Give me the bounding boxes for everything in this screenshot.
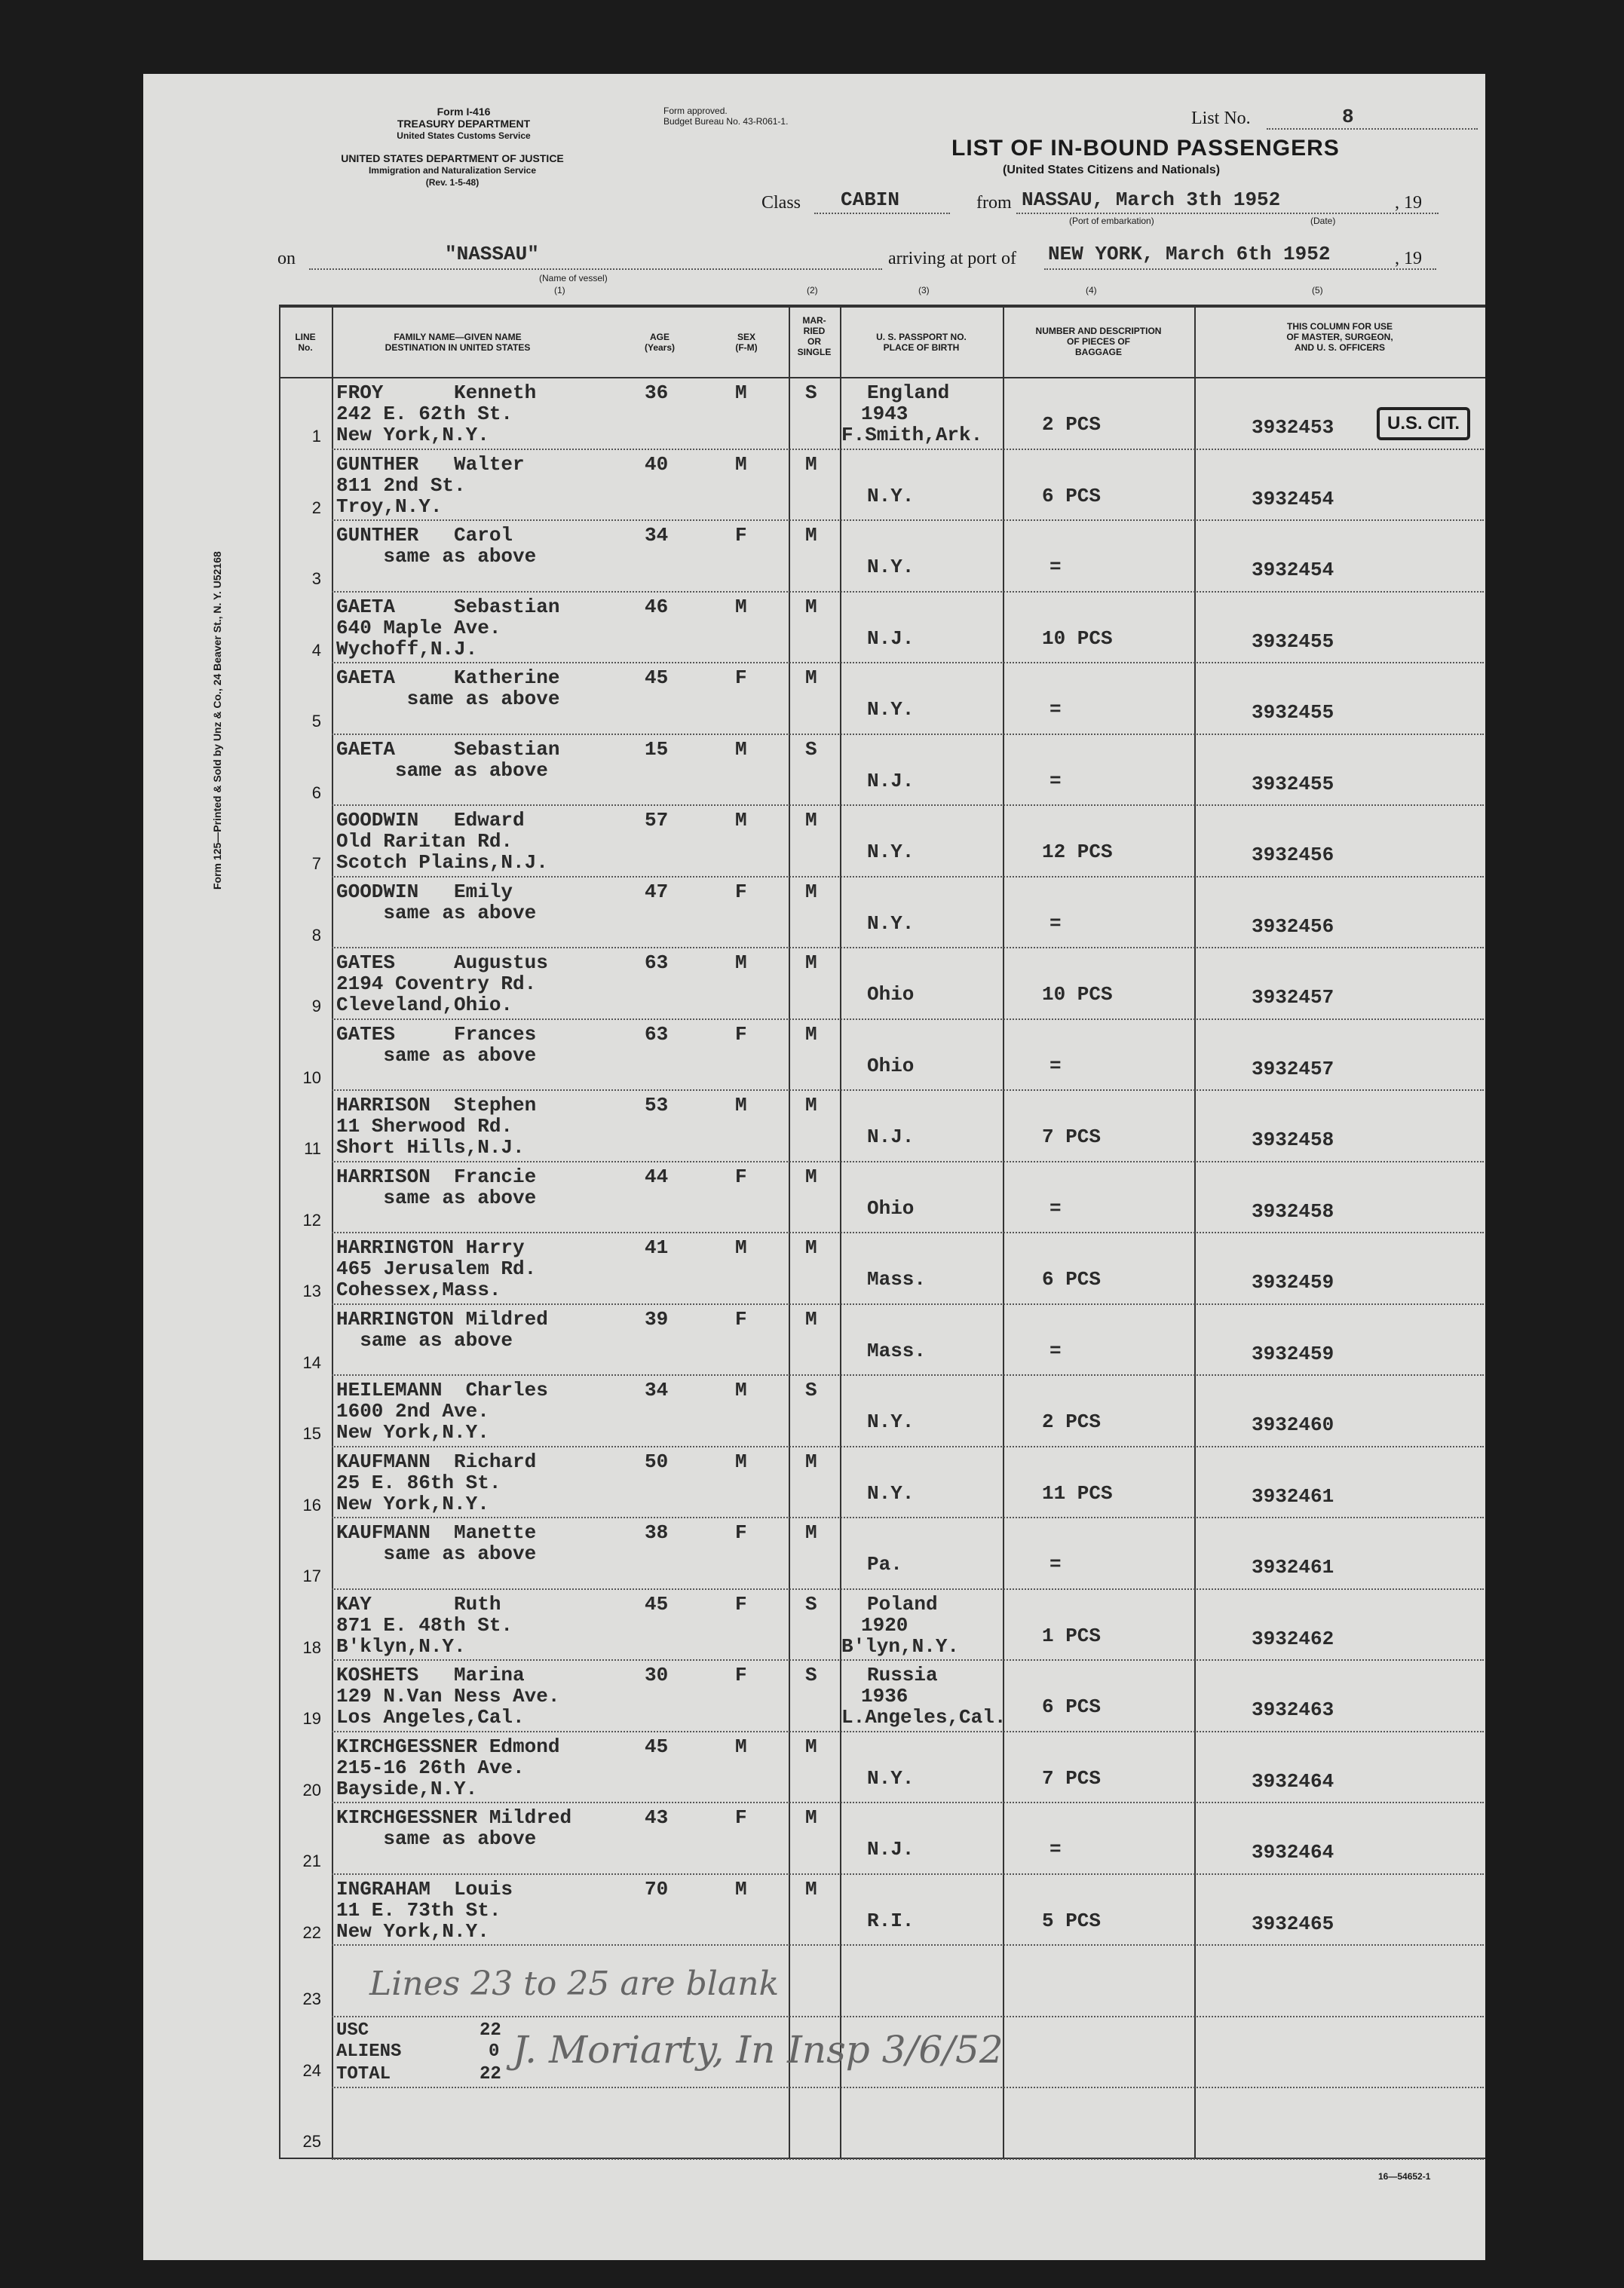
place-of-birth: Russia xyxy=(867,1664,938,1686)
line-number: 14 xyxy=(302,1352,321,1372)
sex-value: F xyxy=(735,1022,747,1046)
age-value: 46 xyxy=(645,595,669,618)
date-caption: (Date) xyxy=(1310,216,1336,226)
age-value: 41 xyxy=(645,1236,669,1259)
line-number: 3 xyxy=(311,569,321,588)
destination-line-2: New York,N.Y. xyxy=(336,1492,489,1515)
on-label: on xyxy=(277,249,296,268)
marital-status: M xyxy=(805,1236,817,1259)
officer-number: 3932458 xyxy=(1252,1199,1334,1223)
vessel-caption: (Name of vessel) xyxy=(539,273,608,283)
baggage-count: 6 PCS xyxy=(1042,1695,1102,1718)
marital-status: M xyxy=(805,1450,817,1473)
passenger-name: KIRCHGESSNER Mildred xyxy=(336,1806,572,1829)
baggage-count: 10 PCS xyxy=(1042,626,1113,650)
sex-value: M xyxy=(735,452,747,476)
officer-number: 3932459 xyxy=(1252,1271,1334,1294)
marital-status: M xyxy=(805,1735,817,1758)
destination-line-1: 871 E. 48th St. xyxy=(336,1613,513,1637)
col-num-3: (3) xyxy=(918,285,930,296)
col-header-baggage: NUMBER AND DESCRIPTION OF PIECES OF BAGGAGE xyxy=(1035,326,1162,357)
handwritten-inspector-signature: J. Moriarty, In Insp 3/6/52 xyxy=(513,2028,1004,2072)
sex-value: M xyxy=(735,1450,747,1473)
passenger-name: HARRISON Francie xyxy=(336,1165,537,1188)
marital-status: M xyxy=(805,1806,817,1829)
destination-line-2: Cohessex,Mass. xyxy=(336,1279,501,1301)
line-number: 7 xyxy=(311,854,321,873)
arriving-label: arriving at port of xyxy=(888,249,1016,268)
approval-note: Form approved. Budget Bureau No. 43-R061-1. xyxy=(663,106,789,127)
year-suffix-2: , 19 xyxy=(1395,249,1422,268)
marital-status: M xyxy=(805,1022,817,1046)
sex-value: M xyxy=(735,737,747,761)
officer-number: 3932457 xyxy=(1252,1057,1334,1080)
line-number: 5 xyxy=(311,712,321,731)
passenger-name: GOODWIN Emily xyxy=(336,880,513,903)
destination-line-1: same as above xyxy=(336,1328,513,1352)
sex-value: F xyxy=(735,1806,747,1829)
destination-line-1: 11 Sherwood Rd. xyxy=(336,1115,513,1138)
age-value: 39 xyxy=(645,1307,669,1331)
totals-total-value: 22 xyxy=(480,2064,501,2084)
arriving-value: NEW YORK, March 6th 1952 xyxy=(1048,243,1331,265)
line-number: 10 xyxy=(302,1067,321,1087)
destination-line-1: 811 2nd St. xyxy=(336,473,466,497)
age-value: 63 xyxy=(645,1022,669,1046)
destination-line-1: 1600 2nd Ave. xyxy=(336,1400,489,1423)
age-value: 45 xyxy=(645,1592,669,1616)
line-number: 17 xyxy=(302,1567,321,1585)
col-header-name: FAMILY NAME—GIVEN NAME DESTINATION IN UNITED STATES xyxy=(385,332,531,353)
officer-number: 3932455 xyxy=(1252,772,1334,795)
line-number: 18 xyxy=(302,1637,321,1657)
marital-status: M xyxy=(805,1521,817,1544)
passenger-name: HARRINGTON Harry xyxy=(336,1236,525,1259)
place-of-birth: N.Y. xyxy=(867,484,915,507)
age-value: 34 xyxy=(645,1379,669,1401)
sex-value: M xyxy=(735,595,747,618)
passenger-name: GAETA Katherine xyxy=(336,666,560,689)
destination-line-2: Los Angeles,Cal. xyxy=(336,1706,525,1729)
place-of-birth: N.J. xyxy=(867,1838,915,1861)
marital-status: S xyxy=(805,737,817,761)
sex-value: F xyxy=(735,666,747,689)
place-of-birth: Ohio xyxy=(867,1196,915,1220)
officer-number: 3932455 xyxy=(1252,629,1334,653)
marital-status: M xyxy=(805,951,817,974)
marital-status: M xyxy=(805,524,817,547)
destination-line-1: same as above xyxy=(336,1542,537,1565)
age-value: 34 xyxy=(645,524,669,547)
line-number: 2 xyxy=(311,498,321,517)
officer-number: 3932464 xyxy=(1252,1841,1334,1864)
place-of-birth: N.Y. xyxy=(867,1481,915,1505)
sex-value: F xyxy=(735,524,747,547)
marital-status: M xyxy=(805,1307,817,1331)
destination-line-1: same as above xyxy=(336,901,537,924)
totals-total: TOTAL xyxy=(336,2064,391,2084)
destination-line-1: same as above xyxy=(336,545,537,568)
officer-number: 3932457 xyxy=(1252,986,1334,1009)
baggage-count: = xyxy=(1049,556,1062,578)
sex-value: M xyxy=(735,1379,747,1401)
passport-place: F.Smith,Ark. xyxy=(841,424,983,446)
destination-line-2: New York,N.Y. xyxy=(336,424,489,446)
line-number: 19 xyxy=(302,1709,321,1728)
officer-number: 3932456 xyxy=(1252,914,1334,938)
baggage-count: 10 PCS xyxy=(1042,983,1113,1006)
destination-line-2: Short Hills,N.J. xyxy=(336,1136,525,1159)
destination-line-2: Scotch Plains,N.J. xyxy=(336,851,548,874)
destination-line-1: 11 E. 73th St. xyxy=(336,1898,501,1922)
sex-value: M xyxy=(735,951,747,974)
age-value: 63 xyxy=(645,951,669,974)
officer-number: 3932453 xyxy=(1252,416,1334,439)
destination-line-1: same as above xyxy=(336,1186,537,1209)
baggage-count: = xyxy=(1049,1054,1062,1077)
line-number: 23 xyxy=(302,1989,321,2008)
destination-line-1: 242 E. 62th St. xyxy=(336,403,513,425)
marital-status: M xyxy=(805,1165,817,1188)
officer-number: 3932454 xyxy=(1252,487,1334,510)
class-value: CABIN xyxy=(841,188,900,211)
passenger-name: GUNTHER Carol xyxy=(336,524,513,547)
line-number: 4 xyxy=(311,640,321,660)
age-value: 53 xyxy=(645,1094,669,1116)
place-of-birth: Ohio xyxy=(867,983,915,1006)
sex-value: F xyxy=(735,880,747,903)
destination-line-2: Cleveland,Ohio. xyxy=(336,994,513,1016)
list-no-label: List No. xyxy=(1191,109,1251,128)
marital-status: M xyxy=(805,809,817,832)
sex-value: F xyxy=(735,1307,747,1331)
col-header-sex: SEX (F-M) xyxy=(735,332,758,353)
port-embarkation-caption: (Port of embarkation) xyxy=(1069,216,1154,226)
destination-line-1: same as above xyxy=(336,688,560,710)
place-of-birth: England xyxy=(867,381,950,404)
destination-line-2: Troy,N.Y. xyxy=(336,495,443,518)
officer-number: 3932459 xyxy=(1252,1342,1334,1365)
age-value: 44 xyxy=(645,1165,669,1188)
passenger-name: GAETA Sebastian xyxy=(336,737,560,761)
line-number: 8 xyxy=(311,925,321,945)
passenger-name: GUNTHER Walter xyxy=(336,452,525,476)
place-of-birth: Poland xyxy=(867,1592,938,1616)
baggage-count: 6 PCS xyxy=(1042,1268,1102,1291)
line-number: 1 xyxy=(311,427,321,446)
marital-status: M xyxy=(805,1094,817,1116)
baggage-count: 12 PCS xyxy=(1042,841,1113,863)
marital-status: S xyxy=(805,1379,817,1401)
department-block: UNITED STATES DEPARTMENT OF JUSTICE Immigration and Naturalization Service (Rev. 1-5-48) xyxy=(341,152,564,188)
line-number: 9 xyxy=(311,997,321,1015)
destination-line-1: Old Raritan Rd. xyxy=(336,830,513,853)
birth-year: 1943 xyxy=(861,403,909,425)
baggage-count: 2 PCS xyxy=(1042,1410,1102,1433)
place-of-birth: Mass. xyxy=(867,1268,927,1291)
us-cit-stamp: U.S. CIT. xyxy=(1377,407,1470,440)
line-number: 25 xyxy=(302,2132,321,2151)
baggage-count: = xyxy=(1049,1339,1062,1362)
destination-line-2: New York,N.Y. xyxy=(336,1919,489,1943)
line-number: 11 xyxy=(304,1139,321,1158)
vessel-col-num: (1) xyxy=(554,285,565,296)
col-header-passport: U. S. PASSPORT NO. PLACE OF BIRTH xyxy=(876,332,967,353)
officer-number: 3932456 xyxy=(1252,844,1334,866)
place-of-birth: N.Y. xyxy=(867,1410,915,1433)
totals-usc-value: 22 xyxy=(480,2020,501,2041)
col-num-4: (4) xyxy=(1086,285,1097,296)
line-number: 16 xyxy=(302,1495,321,1515)
passenger-name: HARRISON Stephen xyxy=(336,1094,537,1116)
footer-code: 16—54652-1 xyxy=(1378,2171,1431,2182)
passenger-name: KAUFMANN Richard xyxy=(336,1450,537,1473)
passport-place: B'lyn,N.Y. xyxy=(841,1634,960,1658)
officer-number: 3932461 xyxy=(1252,1556,1334,1579)
col-header-officers: THIS COLUMN FOR USE OF MASTER, SURGEON, AND U. S. OFFICERS xyxy=(1286,321,1393,353)
age-value: 57 xyxy=(645,809,669,832)
line-number: 12 xyxy=(302,1210,321,1230)
list-no-value: 8 xyxy=(1342,106,1354,128)
age-value: 45 xyxy=(645,666,669,689)
place-of-birth: N.J. xyxy=(867,1126,915,1148)
sex-value: F xyxy=(735,1664,747,1686)
destination-line-1: 25 E. 86th St. xyxy=(336,1471,501,1494)
printer-side-text: Form 125—Printed & Sold by Unz & Co., 24 Beaver St., N. Y. U52168 xyxy=(211,551,223,890)
sex-value: M xyxy=(735,1877,747,1901)
place-of-birth: N.J. xyxy=(867,626,915,650)
place-of-birth: N.Y. xyxy=(867,698,915,721)
passenger-name: FROY Kenneth xyxy=(336,381,537,404)
marital-status: M xyxy=(805,452,817,476)
marital-status: M xyxy=(805,1877,817,1901)
totals-usc: USC xyxy=(336,2020,369,2041)
officer-number: 3932458 xyxy=(1252,1129,1334,1151)
age-value: 70 xyxy=(645,1877,669,1901)
sex-value: F xyxy=(735,1592,747,1616)
age-value: 15 xyxy=(645,737,669,761)
class-label: Class xyxy=(761,193,801,213)
baggage-count: 6 PCS xyxy=(1042,484,1102,507)
col-num-2: (2) xyxy=(807,285,818,296)
sex-value: M xyxy=(735,1094,747,1116)
marital-status: M xyxy=(805,666,817,689)
page-subtitle: (United States Citizens and Nationals) xyxy=(1003,164,1221,176)
officer-number: 3932460 xyxy=(1252,1414,1334,1436)
passenger-name: KOSHETS Marina xyxy=(336,1664,525,1686)
age-value: 43 xyxy=(645,1806,669,1829)
age-value: 30 xyxy=(645,1664,669,1686)
line-number: 20 xyxy=(302,1780,321,1799)
passenger-name: INGRAHAM Louis xyxy=(336,1877,513,1901)
passport-place: L.Angeles,Cal. xyxy=(841,1706,1007,1729)
destination-line-1: same as above xyxy=(336,758,548,782)
sex-value: F xyxy=(735,1165,747,1188)
passenger-name: KAY Ruth xyxy=(336,1592,501,1616)
col-num-5: (5) xyxy=(1312,285,1323,296)
officer-number: 3932455 xyxy=(1252,701,1334,724)
baggage-count: 5 PCS xyxy=(1042,1909,1102,1932)
baggage-count: 7 PCS xyxy=(1042,1126,1102,1148)
place-of-birth: Mass. xyxy=(867,1339,927,1362)
marital-status: M xyxy=(805,880,817,903)
destination-line-1: 465 Jerusalem Rd. xyxy=(336,1257,537,1280)
passenger-name: GAETA Sebastian xyxy=(336,595,560,618)
age-value: 36 xyxy=(645,381,669,404)
line-number: 6 xyxy=(311,783,321,802)
baggage-count: = xyxy=(1049,911,1062,935)
age-value: 38 xyxy=(645,1521,669,1544)
place-of-birth: R.I. xyxy=(867,1909,915,1932)
baggage-count: = xyxy=(1049,769,1062,792)
totals-aliens: ALIENS xyxy=(336,2041,402,2062)
place-of-birth: N.Y. xyxy=(867,556,915,578)
place-of-birth: N.J. xyxy=(867,769,915,792)
destination-line-2: B'klyn,N.Y. xyxy=(336,1634,466,1658)
baggage-count: 2 PCS xyxy=(1042,413,1102,436)
baggage-count: 1 PCS xyxy=(1042,1624,1102,1647)
place-of-birth: Pa. xyxy=(867,1553,902,1576)
destination-line-1: 129 N.Van Ness Ave. xyxy=(336,1685,560,1708)
age-value: 40 xyxy=(645,452,669,476)
from-label: from xyxy=(976,193,1012,213)
destination-line-1: 215-16 26th Ave. xyxy=(336,1756,525,1779)
destination-line-2: New York,N.Y. xyxy=(336,1421,489,1444)
age-value: 47 xyxy=(645,880,669,903)
passenger-name: KIRCHGESSNER Edmond xyxy=(336,1735,560,1758)
page-title: LIST OF IN-BOUND PASSENGERS xyxy=(951,136,1340,161)
baggage-count: = xyxy=(1049,698,1062,721)
marital-status: S xyxy=(805,381,817,404)
line-number: 21 xyxy=(302,1852,321,1870)
destination-line-2: Wychoff,N.J. xyxy=(336,637,478,660)
marital-status: S xyxy=(805,1664,817,1686)
destination-line-1: same as above xyxy=(336,1827,537,1850)
sex-value: M xyxy=(735,381,747,404)
place-of-birth: N.Y. xyxy=(867,911,915,935)
destination-line-2: Bayside,N.Y. xyxy=(336,1777,478,1800)
col-header-married: MAR- RIED OR SINGLE xyxy=(797,315,832,357)
form-number: Form I-416 TREASURY DEPARTMENT United States Customs Service xyxy=(397,106,531,141)
sex-value: F xyxy=(735,1521,747,1544)
place-of-birth: Ohio xyxy=(867,1054,915,1077)
passenger-name: HARRINGTON Mildred xyxy=(336,1307,548,1331)
line-number: 22 xyxy=(302,1922,321,1942)
destination-line-1: same as above xyxy=(336,1043,537,1067)
age-value: 50 xyxy=(645,1450,669,1473)
officer-number: 3932461 xyxy=(1252,1484,1334,1508)
handwritten-note-blank-lines: Lines 23 to 25 are blank xyxy=(369,1965,780,2003)
baggage-count: 11 PCS xyxy=(1042,1481,1113,1505)
officer-number: 3932464 xyxy=(1252,1769,1334,1793)
line-number: 15 xyxy=(302,1424,321,1443)
baggage-count: 7 PCS xyxy=(1042,1766,1102,1790)
vessel-name: "NASSAU" xyxy=(445,243,539,265)
col-header-line: LINE No. xyxy=(295,332,316,353)
destination-line-1: 640 Maple Ave. xyxy=(336,616,501,639)
from-value: NASSAU, March 3th 1952 xyxy=(1022,188,1281,211)
age-value: 45 xyxy=(645,1735,669,1758)
birth-year: 1920 xyxy=(861,1613,909,1637)
passenger-name: GOODWIN Edward xyxy=(336,809,525,832)
officer-number: 3932465 xyxy=(1252,1912,1334,1935)
destination-line-1: 2194 Coventry Rd. xyxy=(336,972,537,995)
place-of-birth: N.Y. xyxy=(867,841,915,863)
col-header-age: AGE (Years) xyxy=(644,332,676,353)
passenger-name: KAUFMANN Manette xyxy=(336,1521,537,1544)
sex-value: M xyxy=(735,1735,747,1758)
passenger-name: GATES Frances xyxy=(336,1022,537,1046)
sex-value: M xyxy=(735,809,747,832)
passenger-name: HEILEMANN Charles xyxy=(336,1379,548,1401)
birth-year: 1936 xyxy=(861,1685,909,1708)
totals-aliens-value: 0 xyxy=(489,2041,500,2062)
sex-value: M xyxy=(735,1236,747,1259)
line-number: 13 xyxy=(302,1282,321,1300)
marital-status: M xyxy=(805,595,817,618)
place-of-birth: N.Y. xyxy=(867,1766,915,1790)
baggage-count: = xyxy=(1049,1553,1062,1576)
officer-number: 3932462 xyxy=(1252,1627,1334,1650)
line-number: 24 xyxy=(302,2060,321,2080)
passenger-name: GATES Augustus xyxy=(336,951,548,974)
year-suffix: , 19 xyxy=(1395,193,1422,213)
officer-number: 3932454 xyxy=(1252,559,1334,581)
baggage-count: = xyxy=(1049,1838,1062,1861)
officer-number: 3932463 xyxy=(1252,1698,1334,1721)
marital-status: S xyxy=(805,1592,817,1616)
baggage-count: = xyxy=(1049,1196,1062,1220)
